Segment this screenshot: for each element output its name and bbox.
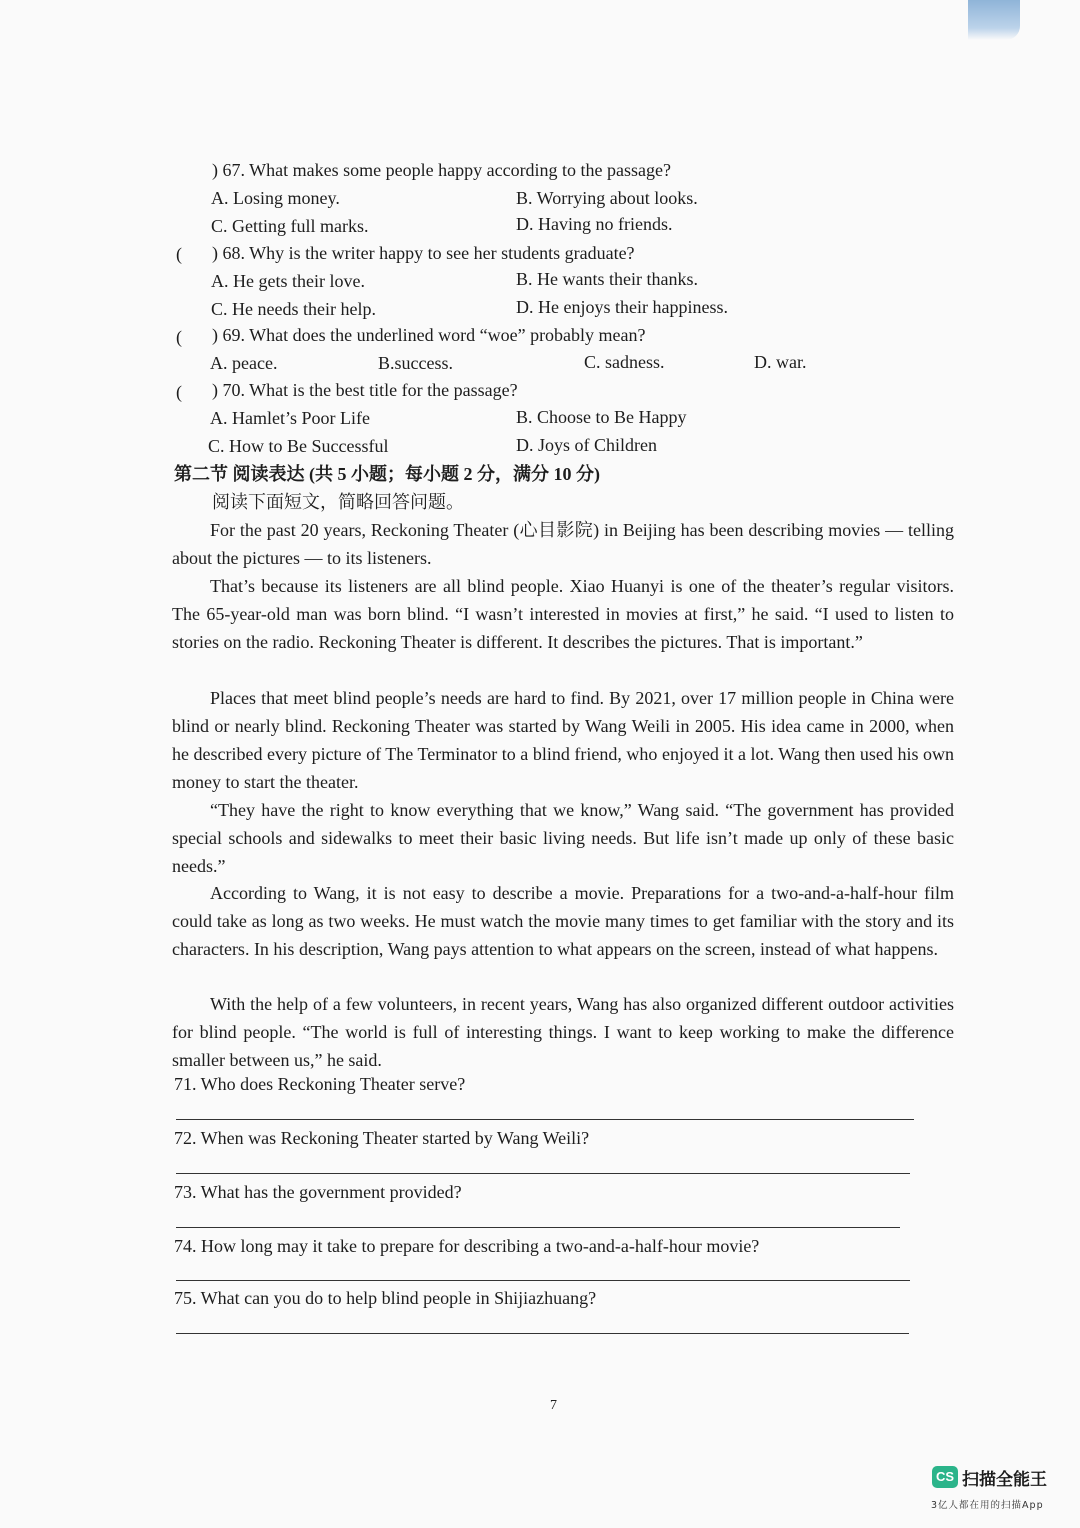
question-68: ) 68. Why is the writer happy to see her students graduate? [212,243,635,263]
q69-option-d: D. war. [754,352,807,372]
q70-option-b: B. Choose to Be Happy [516,407,687,427]
question-75: 75. What can you do to help blind people in Shijiazhuang? [174,1288,597,1308]
q67-option-a: A. Losing money. [211,188,340,208]
q68-open-paren: ( [176,244,182,264]
q67-option-d: D. Having no friends. [516,214,673,234]
passage-paragraph: Places that meet blind people’s needs are hard to find. By 2021, over 17 million people in China were blind or nearly blind. Reckoning Theater was started by Wang Weili in 2005. His idea came in 2000, when he described every picture of The Terminator to a blind friend, who enjoyed it a lot. Wang then used his own money to start the theater. [172,688,954,792]
question-70: ) 70. What is the best title for the passage? [212,380,518,400]
q67-option-c: C. Getting full marks. [211,216,369,236]
question-71: 71. Who does Reckoning Theater serve? [174,1074,466,1094]
q68-option-a: A. He gets their love. [211,271,365,291]
page-number: 7 [550,1398,557,1413]
q68-option-c: C. He needs their help. [211,299,376,319]
q68-option-d: D. He enjoys their happiness. [516,297,728,317]
q70-option-c: C. How to Be Successful [208,436,389,456]
section-instruction: 阅读下面短文，简略回答问题。 [212,492,464,512]
q68-option-b: B. He wants their thanks. [516,269,698,289]
question-69: ) 69. What does the underlined word “woe” probably mean? [212,325,646,345]
answer-line-73[interactable] [176,1227,900,1228]
passage-paragraph: “They have the right to know everything that we know,” Wang said. “The government has provided special schools and sidewalks to meet their basic living needs. But life isn’t made up only of these basic needs.” [172,800,954,876]
watermark-subtitle: 3亿人都在用的扫描App [931,1500,1044,1511]
answer-line-71[interactable] [176,1119,914,1120]
answer-line-72[interactable] [176,1173,910,1174]
section-heading: 第二节 阅读表达 (共 5 小题；每小题 2 分，满分 10 分) [174,464,600,484]
camscanner-logo: CS [932,1466,958,1488]
question-74: 74. How long may it take to prepare for describing a two-and-a-half-hour movie? [174,1236,760,1256]
answer-line-75[interactable] [176,1333,909,1334]
passage-paragraph: For the past 20 years, Reckoning Theater (心目影院) in Beijing has been describing movies — telling about the pictures — to its listeners. [172,520,954,568]
answer-line-74[interactable] [176,1280,910,1281]
question-72: 72. When was Reckoning Theater started by Wang Weili? [174,1128,590,1148]
q69-open-paren: ( [176,327,182,347]
watermark-title: 扫描全能王 [962,1470,1047,1490]
passage-paragraph: That’s because its listeners are all blind people. Xiao Huanyi is one of the theater’s regular visitors. The 65-year-old man was born blind. “I wasn’t interested in movies at first,” he said. “I used to listen to stories on the radio. Reckoning Theater is different. It describes the pictures. That is important.” [172,576,954,652]
scan-corner-artifact [968,0,1020,40]
q70-option-d: D. Joys of Children [516,435,657,455]
question-67: ) 67. What makes some people happy according to the passage? [212,160,672,180]
q70-open-paren: ( [176,382,182,402]
q67-option-b: B. Worrying about looks. [516,188,698,208]
q70-option-a: A. Hamlet’s Poor Life [210,408,370,428]
passage-paragraph: With the help of a few volunteers, in recent years, Wang has also organized different outdoor activities for blind people. “The world is full of interesting things. I want to keep working to make the difference smaller between us,” he said. [172,994,954,1070]
passage-paragraph: According to Wang, it is not easy to describe a movie. Preparations for a two-and-a-half-hour film could take as long as two weeks. He must watch the movie many times to get familiar with the story and its characters. In his description, Wang pays attention to what appears on the screen, instead of what happens. [172,883,954,959]
q69-option-b: B.success. [378,353,453,373]
q69-option-c: C. sadness. [584,352,665,372]
q69-option-a: A. peace. [210,353,278,373]
question-73: 73. What has the government provided? [174,1182,462,1202]
